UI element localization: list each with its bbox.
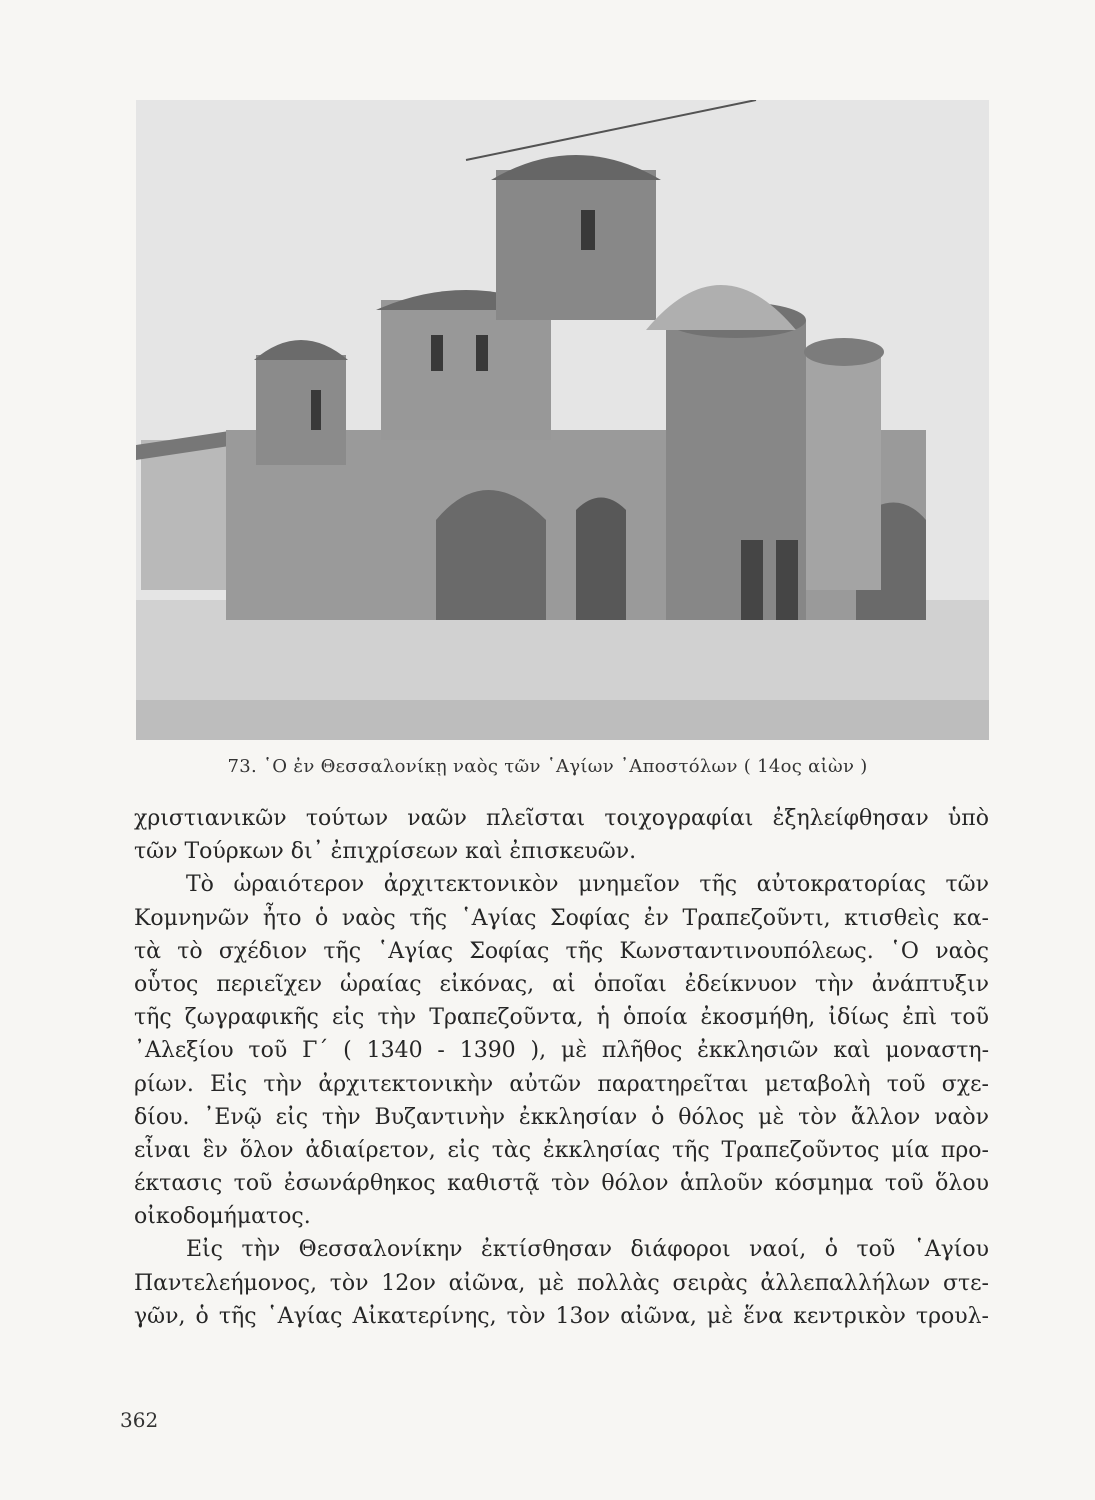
body-text: [134, 802, 989, 1333]
text-line: τῶν Τούρκων δι᾿ ἐπιχρίσεων καὶ ἐπισκευῶν.: [134, 839, 637, 865]
text-line: Παντελεήμονος, τὸν 12ον αἰῶνα, μὲ πολλὰς σειρὰς ἀλλεπαλλήλων στε-: [134, 1270, 989, 1296]
figure-caption: 73. ῾Ο ἐν Θεσσαλονίκῃ ναὸς τῶν ῾Αγίων ᾿Αποστόλων ( 14ος αἰὼν ): [227, 756, 868, 777]
church-photograph: [136, 100, 989, 740]
text-line: έκτασις τοῦ ἐσωνάρθηκος καθιστᾷ τὸν θόλον ἁπλοῦν κόσμημα τοῦ ὅλου: [134, 1171, 989, 1197]
text-line: οὗτος περιεῖχεν ὡραίας εἰκόνας, αἱ ὁποῖαι ἐδείκνυον τὴν ἀνάπτυξιν: [134, 971, 989, 997]
page-number: 362: [120, 1408, 159, 1432]
text-line: οἰκοδομήματος.: [134, 1204, 311, 1230]
text-line: γῶν, ὁ τῆς ῾Αγίας Αἰκατερίνης, τὸν 13ον αἰῶνα, μὲ ἕνα κεντρικὸν τρουλ-: [134, 1303, 989, 1329]
text-line: Τὸ ὡραιότερον ἀρχιτεκτονικὸν μνημεῖον τῆς αὐτοκρατορίας τῶν: [186, 872, 989, 898]
text-line: τὰ τὸ σχέδιον τῆς ῾Αγίας Σοφίας τῆς Κωνσταντινουπόλεως. ῾Ο ναὸς: [134, 938, 989, 964]
text-line: Κομνηνῶν ἦτο ὁ ναὸς τῆς ῾Αγίας Σοφίας ἐν Τραπεζοῦντι, κτισθεὶς κα-: [134, 905, 989, 931]
text-line: χριστιανικῶν τούτων ναῶν πλεῖσται τοιχογραφίαι ἐξηλείφθησαν ὑπὸ: [134, 806, 989, 831]
text-line: ᾿Αλεξίου τοῦ Γ΄ ( 1340 - 1390 ), μὲ πλῆθος ἐκκλησιῶν καὶ μοναστη-: [134, 1038, 989, 1064]
text-line: ρίων. Εἰς τὴν ἀρχιτεκτονικὴν αὐτῶν παρατηρεῖται μεταβολὴ τοῦ σχε-: [134, 1071, 989, 1097]
text-line: δίου. ᾿Ενῷ εἰς τὴν Βυζαντινὴν ἐκκλησίαν ὁ θόλος μὲ τὸν ἄλλον ναὸν: [134, 1104, 989, 1130]
text-line: Εἰς τὴν Θεσσαλονίκην ἐκτίσθησαν διάφοροι ναοί, ὁ τοῦ ῾Αγίου: [186, 1237, 989, 1263]
text-line: τῆς ζωγραφικῆς εἰς τὴν Τραπεζοῦντα, ἡ ὁποία ἐκοσμήθη, ἰδίως ἐπὶ τοῦ: [134, 1005, 989, 1031]
text-line: εἶναι ἓν ὅλον ἀδιαίρετον, εἰς τὰς ἐκκλησίας τῆς Τραπεζοῦντος μία προ-: [134, 1137, 989, 1163]
